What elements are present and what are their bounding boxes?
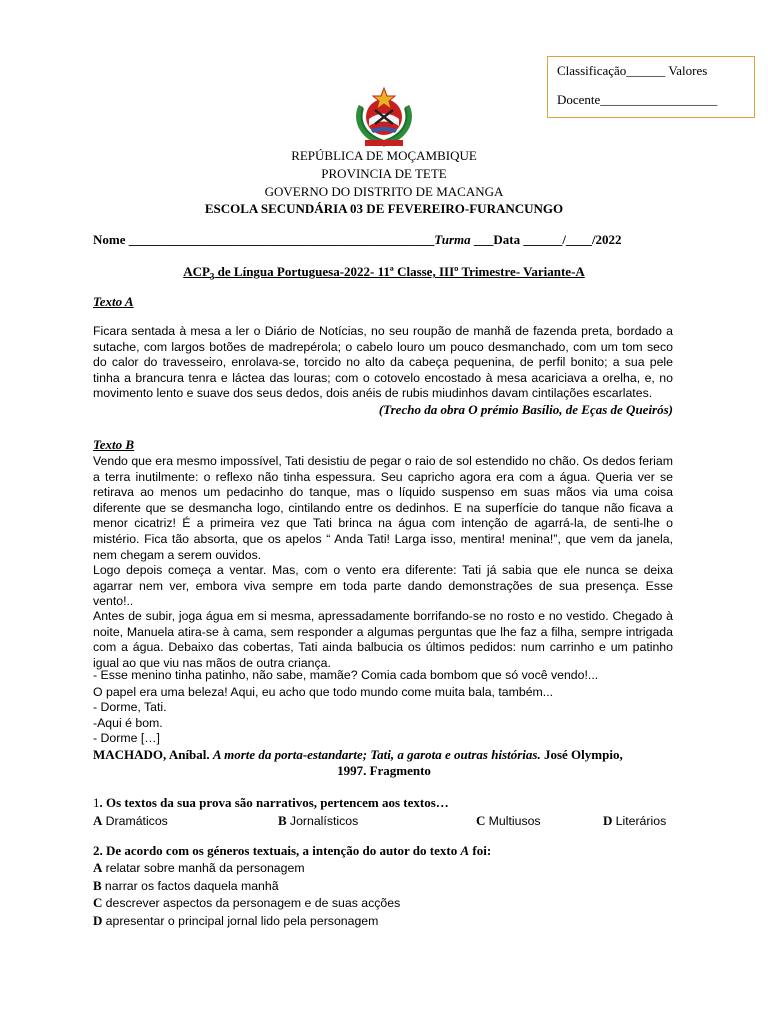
grade-label: Classificação______ Valores [557, 63, 708, 78]
national-emblem-icon [351, 86, 417, 148]
exam-title: $ACP_3$ de Língua Portuguesa-2022- 11ª Classe, IIIº Trimestre- Variante-A [183, 264, 585, 282]
texto-b-credit: MACHADO, Aníbal. A morte da porta-estandarte; Tati, a garota e outras histórias. José Olympio, [93, 747, 623, 762]
grade-box [547, 56, 755, 118]
texto-b-dialog-5: - Dorme […] [93, 731, 160, 745]
texto-b-p3: Antes de subir, joga água em si mesma, apressadamente borrifando-se no rosto e no vestido. Chegado à noite, Manuela atira-se à cama, sem responder a algumas perguntas que lhe faz a filha, sempre intrigada com a água. Debaixo das cobertas, Tati ainda balbucia os últimos pedidos: num carrinho e um patinho igual ao que viu nas mãos de outra criança. [93, 609, 673, 670]
q2-option-d[interactable]: D apresentar o principal jornal lido pela personagem [93, 913, 379, 928]
texto-b-credit-year: 1997. Fragmento [337, 763, 431, 778]
q1-option-d[interactable]: D Literários [603, 813, 667, 828]
q2-option-a[interactable]: A relatar sobre manhã da personagem [93, 860, 305, 875]
texto-b-dialog-3: - Dorme, Tati. [93, 700, 167, 714]
q1-option-a[interactable]: A Dramáticos [93, 813, 168, 828]
teacher-label: Docente__________________ [557, 92, 718, 107]
turma-blank: ___ [473, 232, 494, 247]
question-2: 2. De acordo com os géneros textuais, a intenção do autor do texto A foi: [93, 843, 492, 858]
texto-a-credit: (Trecho da obra O prémio Basílio, de Eças de Queirós) [378, 402, 673, 417]
texto-b-dialog-4: -Aqui é bom. [93, 716, 163, 730]
header-province: PROVINCIA DE TETE [321, 166, 447, 181]
texto-b-title: Texto B [93, 437, 135, 452]
header-country: REPÚBLICA DE MOÇAMBIQUE [291, 148, 477, 163]
question-1: 1. Os textos da sua prova são narrativos, pertencem aos textos… [93, 795, 449, 810]
turma-label: Turma [434, 232, 471, 247]
nome-label: Nome [93, 232, 126, 247]
texto-a-body: Ficara sentada à mesa a ler o Diário de Notícias, no seu roupão de manhã de fazenda preta, bordado a sutache, com largos botões de madrepérola; o cabelo louro um pouco desmanchado, com um tom seco do calor do travesseiro, enrolava-se, torcido no alto da cabeça pequenina, de perfil bonito; a sua pele tinha a brancura tenra e láctea das louras; com o cotovelo encostado à mesa acariciava a orelha, e, no movimento lento e suave dos seus dedos, dois anéis de rubis miudinhos davam cintilações escarlates. [93, 324, 673, 401]
q1-option-c[interactable]: C Multiusos [476, 813, 541, 828]
q2-option-b[interactable]: B narrar os factos daquela manhã [93, 878, 279, 893]
data-value: ______/____/2022 [523, 232, 622, 247]
texto-b-dialog-2: O papel era uma beleza! Aqui, eu acho que todo mundo come muita bala, também... [93, 685, 554, 699]
texto-b-p1: Vendo que era mesmo impossível, Tati desistiu de pegar o raio de sol estendido no chão. Os dedos feriam a terra inutilmente: o reflexo não tinha espessura. Seu capricho agora era com a água. Queria ver se retirava ao menos um pedacinho do tanque, mas o líquido suspenso em suas mãos via uma coisa diferente que se desmancha logo, cintilando entre os dedinhos. E na superfície do tanque não ficava a menor cicatriz! É a primeira vez que Tati brinca na água com intenção de agarrá-la, de senti-lhe o mistério. Fica tão absorta, que os apelos “ Anda Tati! Larga isso, mentira! menina!”, que vem da janela, nem chegam a serem ouvidos. [93, 454, 673, 562]
student-info-line [93, 232, 622, 248]
nome-blank: _______________________________________________ [128, 232, 435, 247]
texto-a-title: Texto A [93, 294, 134, 309]
header-school: ESCOLA SECUNDÁRIA 03 DE FEVEREIRO-FURANCUNGO [204, 201, 564, 216]
header-district: GOVERNO DO DISTRITO DE MACANGA [264, 184, 504, 199]
q2-option-c[interactable]: C descrever aspectos da personagem e de suas acções [93, 895, 401, 910]
data-label: Data [493, 232, 521, 247]
texto-b-p2: Logo depois começa a ventar. Mas, com o vento era diferente: Tati já sabia que ele nunca se deixa agarrar nem ver, embora viva sempre em toda parte dando demonstrações de sua presença. Esse vento!.. [93, 563, 673, 609]
texto-b-dialog-1: - Esse menino tinha patinho, não sabe, mamãe? Comia cada bombom que só você vendo!... [93, 668, 599, 682]
q1-option-b[interactable]: B Jornalísticos [278, 813, 359, 828]
